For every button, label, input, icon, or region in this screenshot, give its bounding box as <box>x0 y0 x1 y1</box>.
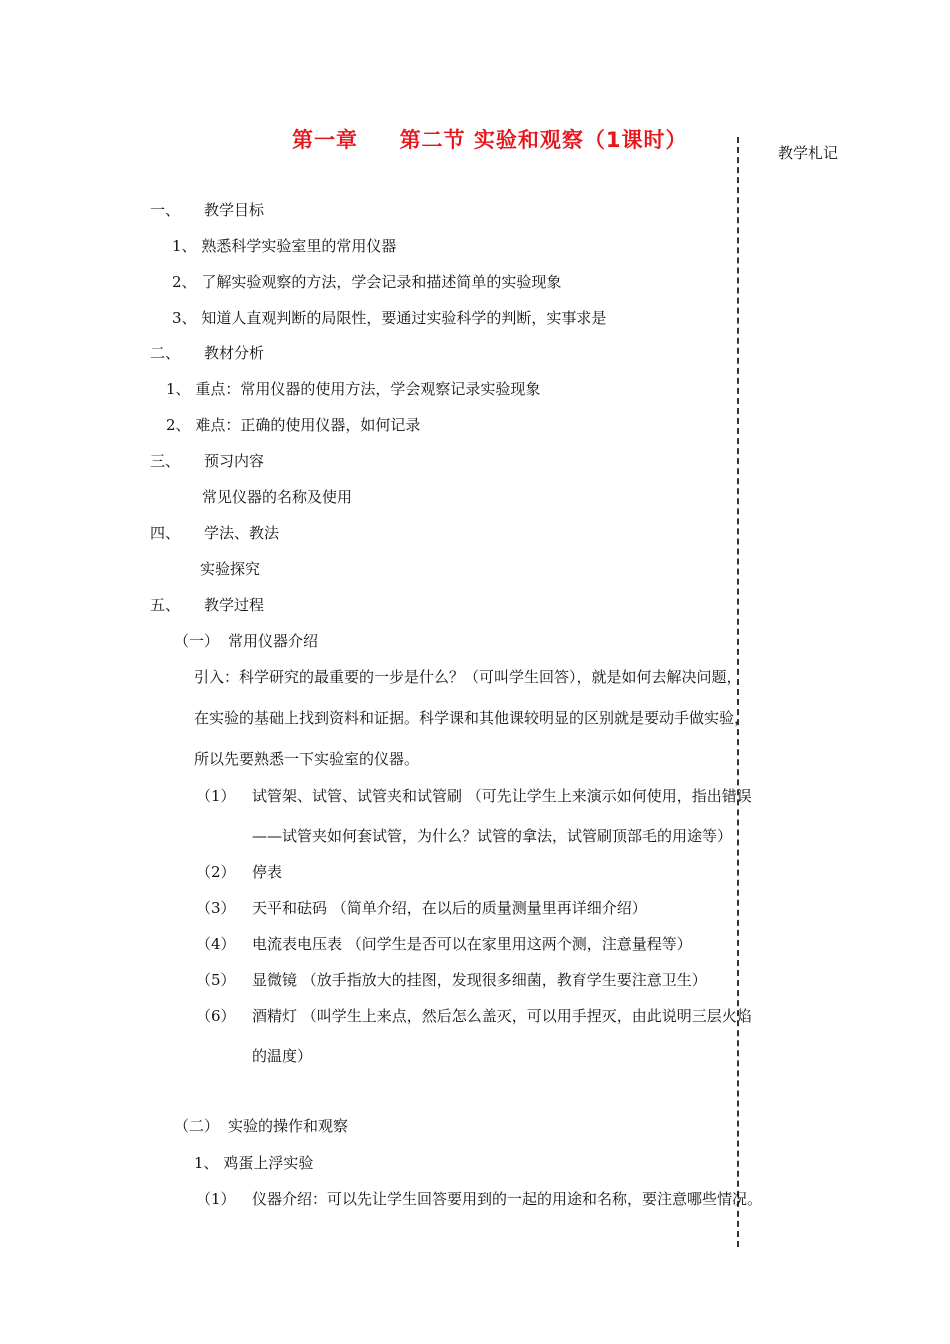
page-title <box>292 124 687 154</box>
list-item: 1、 熟悉科学实验室里的常用仪器 <box>172 237 397 255</box>
list-item: 1、 鸡蛋上浮实验 <box>194 1154 314 1172</box>
instrument-number: （4） <box>196 935 236 953</box>
part-1-number: （一） <box>174 632 220 650</box>
instrument-text: 天平和砝码 （简单介绍，在以后的质量测量里再详细介绍） <box>252 899 647 917</box>
intro-line: 引入：科学研究的最重要的一步是什么？（可叫学生回答），就是如何去解决问题， <box>194 668 742 686</box>
instrument-text: 试管架、试管、试管夹和试管刷 （可先让学生上来演示如何使用，指出错误 <box>252 787 752 805</box>
section-5-number: 五、 <box>150 596 181 614</box>
list-item: 2、 了解实验观察的方法，学会记录和描述简单的实验现象 <box>172 273 562 291</box>
instrument-text: 显微镜 （放手指放大的挂图，发现很多细菌，教育学生要注意卫生） <box>252 971 707 989</box>
section-2-title: 教材分析 <box>204 344 265 362</box>
section-4-title: 学法、教法 <box>204 524 280 542</box>
instrument-number: （2） <box>196 863 236 881</box>
list-item: 1、 重点：常用仪器的使用方法，学会观察记录实验现象 <box>166 380 541 398</box>
instrument-text: 仪器介绍：可以先让学生回答要用到的一起的用途和名称，要注意哪些情况。 <box>252 1190 763 1208</box>
instrument-text: 停表 <box>252 863 283 881</box>
section-label: 第二节 实验和观察（1课时） <box>399 128 688 152</box>
instrument-number: （5） <box>196 971 236 989</box>
teaching-notes-label: 教学札记 <box>778 144 839 162</box>
instrument-number: （3） <box>196 899 236 917</box>
intro-line: 在实验的基础上找到资料和证据。科学课和其他课较明显的区别就是要动手做实验， <box>194 709 750 727</box>
part-2-title: 实验的操作和观察 <box>228 1117 349 1135</box>
section-4-number: 四、 <box>150 524 181 542</box>
instrument-number: （1） <box>196 787 236 805</box>
section-3-body: 常见仪器的名称及使用 <box>202 488 353 506</box>
section-3-number: 三、 <box>150 452 181 470</box>
intro-line: 所以先要熟悉一下实验室的仪器。 <box>194 750 420 768</box>
section-1-number: 一、 <box>150 201 181 219</box>
part-1-title: 常用仪器介绍 <box>228 632 319 650</box>
section-5-title: 教学过程 <box>204 596 265 614</box>
instrument-text: 电流表电压表 （问学生是否可以在家里用这两个测，注意量程等） <box>252 935 692 953</box>
instrument-text: 酒精灯 （叫学生上来点，然后怎么盖灭，可以用手捏灭，由此说明三层火焰 <box>252 1007 752 1025</box>
section-2-number: 二、 <box>150 344 181 362</box>
section-3-title: 预习内容 <box>204 452 265 470</box>
instrument-text-cont: 的温度） <box>252 1047 313 1065</box>
chapter-label: 第一章 <box>292 128 358 152</box>
instrument-text-cont: ——试管夹如何套试管，为什么？试管的拿法，试管刷顶部毛的用途等） <box>252 827 733 845</box>
section-4-body: 实验探究 <box>200 560 261 578</box>
instrument-number: （6） <box>196 1007 236 1025</box>
part-2-number: （二） <box>174 1117 220 1135</box>
section-1-title: 教学目标 <box>204 201 265 219</box>
list-item: 2、 难点：正确的使用仪器，如何记录 <box>166 416 421 434</box>
list-item: 3、 知道人直观判断的局限性，要通过实验科学的判断，实事求是 <box>172 309 607 327</box>
instrument-number: （1） <box>196 1190 236 1208</box>
margin-divider <box>737 137 739 1247</box>
